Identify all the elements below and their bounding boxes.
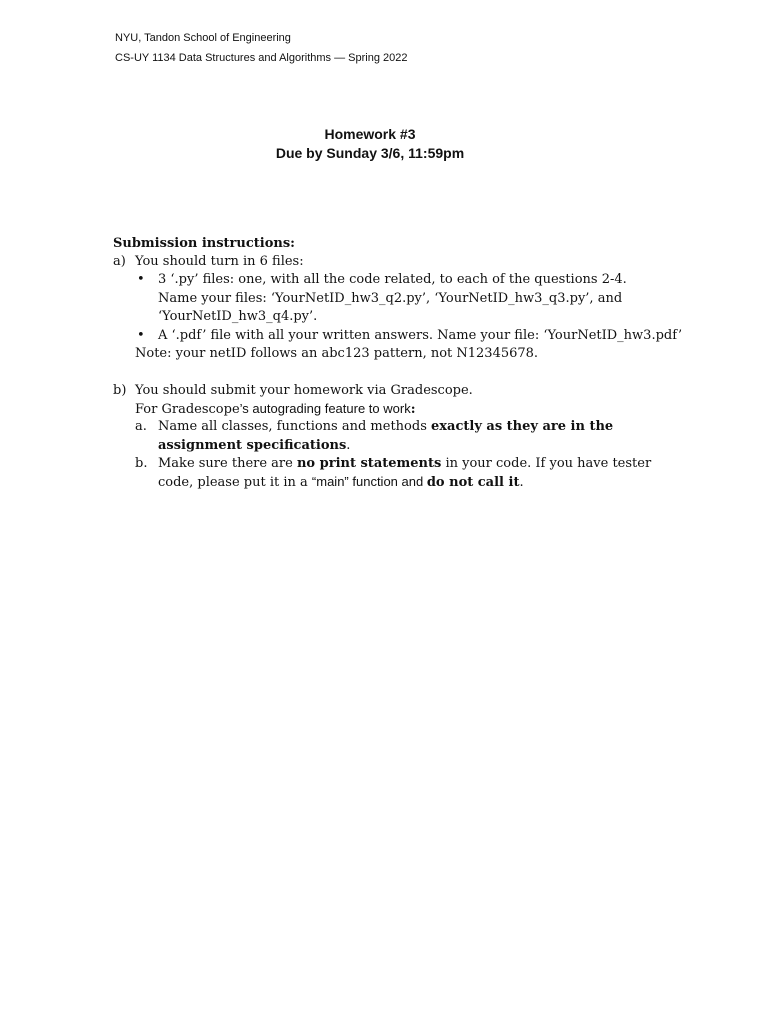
homework-title: Homework #3 bbox=[324, 126, 416, 142]
subitem-b-line2 bbox=[158, 473, 524, 492]
subitem-a-marker: a. bbox=[135, 419, 147, 434]
bullet-symbol: • bbox=[137, 272, 145, 287]
bullet-py-line1: 3 ‘.py’ files: one, with all the code related, to each of the questions 2-4. bbox=[158, 272, 627, 287]
bullet-py-line2: Name your files: ‘YourNetID_hw3_q2.py’, ‘YourNetID_hw3_q3.py’, and bbox=[158, 291, 623, 306]
subitem-b-pre: Make sure there are bbox=[158, 456, 297, 471]
subitem-b-line2-pre: code, please put it in a bbox=[158, 475, 312, 490]
gradescope-start: For Gradescope bbox=[135, 402, 240, 417]
netid-note: Note: your netID follows an abc123 pattern, not N12345678. bbox=[135, 346, 539, 361]
subitem-a-post: . bbox=[346, 438, 351, 453]
subitem-a-bold2: assignment specifications bbox=[158, 438, 347, 453]
subitem-b-post: in your code. If you have tester bbox=[441, 456, 652, 471]
subitem-b-marker: b. bbox=[135, 456, 148, 471]
subitem-b-line2-post: . bbox=[519, 475, 524, 490]
item-b-marker: b) bbox=[113, 383, 127, 398]
subitem-b-main: “main” function and bbox=[311, 474, 427, 489]
item-a-text: You should turn in 6 files: bbox=[135, 254, 304, 269]
gradescope-rest: ’s autograding feature to work bbox=[239, 401, 411, 416]
subitem-b-line1 bbox=[158, 455, 651, 473]
gradescope-colon: : bbox=[410, 402, 416, 417]
bullet-py-line3: ‘YourNetID_hw3_q4.py’. bbox=[158, 309, 318, 324]
header-institution: NYU, Tandon School of Engineering bbox=[115, 32, 291, 44]
subitem-a-pre: Name all classes, functions and methods bbox=[158, 419, 432, 434]
subitem-b-bold: no print statements bbox=[296, 456, 442, 471]
bullet-pdf-line1: A ‘.pdf’ file with all your written answers. Name your file: ‘YourNetID_hw3.pdf’ bbox=[158, 328, 683, 343]
item-b-text: You should submit your homework via Gradescope. bbox=[135, 383, 473, 398]
subitem-a-bold: exactly as they are in the bbox=[431, 419, 614, 434]
subitem-b-bold2: do not call it bbox=[426, 475, 520, 490]
header-course: CS-UY 1134 Data Structures and Algorithms — Spring 2022 bbox=[115, 52, 408, 64]
item-a-marker: a) bbox=[113, 254, 126, 269]
subitem-a-line2 bbox=[158, 437, 350, 455]
subitem-a-line1 bbox=[158, 418, 613, 436]
gradescope-line bbox=[135, 400, 416, 419]
due-date: Due by Sunday 3/6, 11:59pm bbox=[275, 145, 465, 161]
bullet-symbol: • bbox=[137, 328, 145, 343]
submission-heading: Submission instructions: bbox=[113, 236, 295, 251]
